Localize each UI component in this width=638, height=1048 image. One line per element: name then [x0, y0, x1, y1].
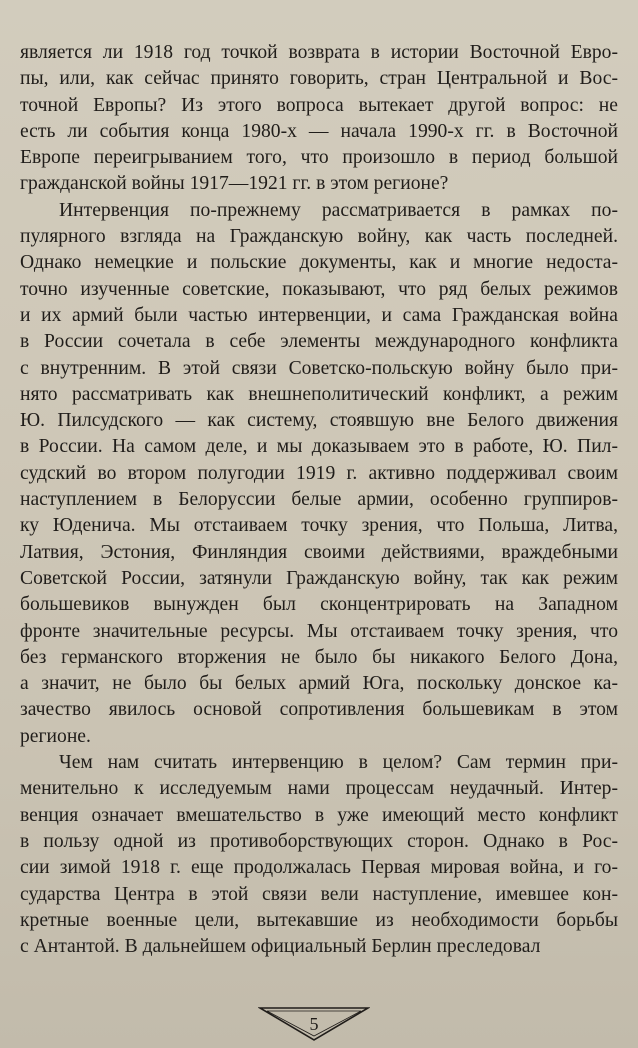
text-line: зачество явилось основой сопротивления большевикам в этом: [20, 699, 618, 721]
text-line: а значит, не было бы белых армий Юга, поскольку донское ка-: [20, 673, 618, 695]
text-line: кретные военные цели, вытекавшие из необходимости борьбы: [20, 909, 618, 931]
text-line: пулярного взгляда на Гражданскую войну, как часть последней.: [20, 226, 618, 248]
text-line: Однако немецкие и польские документы, как и многие недоста-: [20, 252, 618, 274]
body-text: [20, 40, 618, 960]
text-line: пы, или, как сейчас принято говорить, стран Центральной и Вос-: [20, 68, 618, 90]
text-line: нято рассматривать как внешнеполитический конфликт, а режим: [20, 383, 618, 405]
text-line: в России. На самом деле, и мы доказываем это в работе, Ю. Пил-: [20, 436, 618, 458]
text-line: точно изученные советские, показывают, что ряд белых режимов: [20, 278, 618, 300]
page-number-ornament: [258, 1006, 370, 1042]
text-line: и их армий были частью интервенции, и сама Гражданская война: [20, 304, 618, 326]
text-line: менительно к исследуемым нами процессам неудачный. Интер-: [20, 778, 618, 800]
page-number: 5: [309, 1014, 319, 1034]
text-line: Латвия, Эстония, Финляндия своими действиями, враждебными: [20, 541, 618, 563]
text-line: сии зимой 1918 г. еще продолжалась Первая мировая война, и го-: [20, 857, 618, 879]
text-line: фронте значительные ресурсы. Мы отстаиваем точку зрения, что: [20, 620, 618, 642]
text-line: гражданской войны 1917—1921 гг. в этом регионе?: [20, 173, 449, 195]
text-line: ку Юденича. Мы отстаиваем точку зрения, что Польша, Литва,: [20, 515, 618, 537]
text-line: без германского вторжения не было бы никакого Белого Дона,: [20, 646, 618, 668]
text-line: судский во втором полугодии 1919 г. активно поддерживал своим: [20, 462, 618, 484]
text-line: является ли 1918 год точкой возврата в истории Восточной Евро-: [20, 42, 618, 63]
text-line: Советской России, затянули Гражданскую войну, так как режим: [20, 567, 618, 589]
text-line: венция означает вмешательство в уже имеющий место конфликт: [20, 804, 618, 826]
text-line: в России сочетала в себе элементы международного конфликта: [20, 331, 618, 353]
text-line: с Антантой. В дальнейшем официальный Берлин преследовал: [20, 936, 541, 958]
text-line: регионе.: [20, 725, 91, 747]
text-line: наступлением в Белоруссии белые армии, особенно группиров-: [20, 489, 618, 511]
text-line: Интервенция по-прежнему рассматривается в рамках по-: [59, 199, 618, 221]
text-line: Ю. Пилсудского — как систему, стоявшую вне Белого движения: [20, 410, 618, 432]
text-line: большевиков вынужден был сконцентрировать на Западном: [20, 594, 618, 616]
text-line: в пользу одной из противоборствующих сторон. Однако в Рос-: [20, 830, 618, 852]
text-line: Чем нам считать интервенцию в целом? Сам термин при-: [59, 752, 618, 774]
text-line: с внутренним. В этой связи Советско-польскую войну было при-: [20, 357, 618, 379]
text-line: есть ли события конца 1980-х — начала 1990-х гг. в Восточной: [20, 120, 618, 142]
text-line: Европе переигрыванием того, что произошло в период большой: [20, 147, 618, 169]
text-line: точной Европы? Из этого вопроса вытекает другой вопрос: не: [20, 94, 618, 116]
text-line: сударства Центра в этой связи вели наступление, имевшее кон-: [20, 883, 618, 905]
